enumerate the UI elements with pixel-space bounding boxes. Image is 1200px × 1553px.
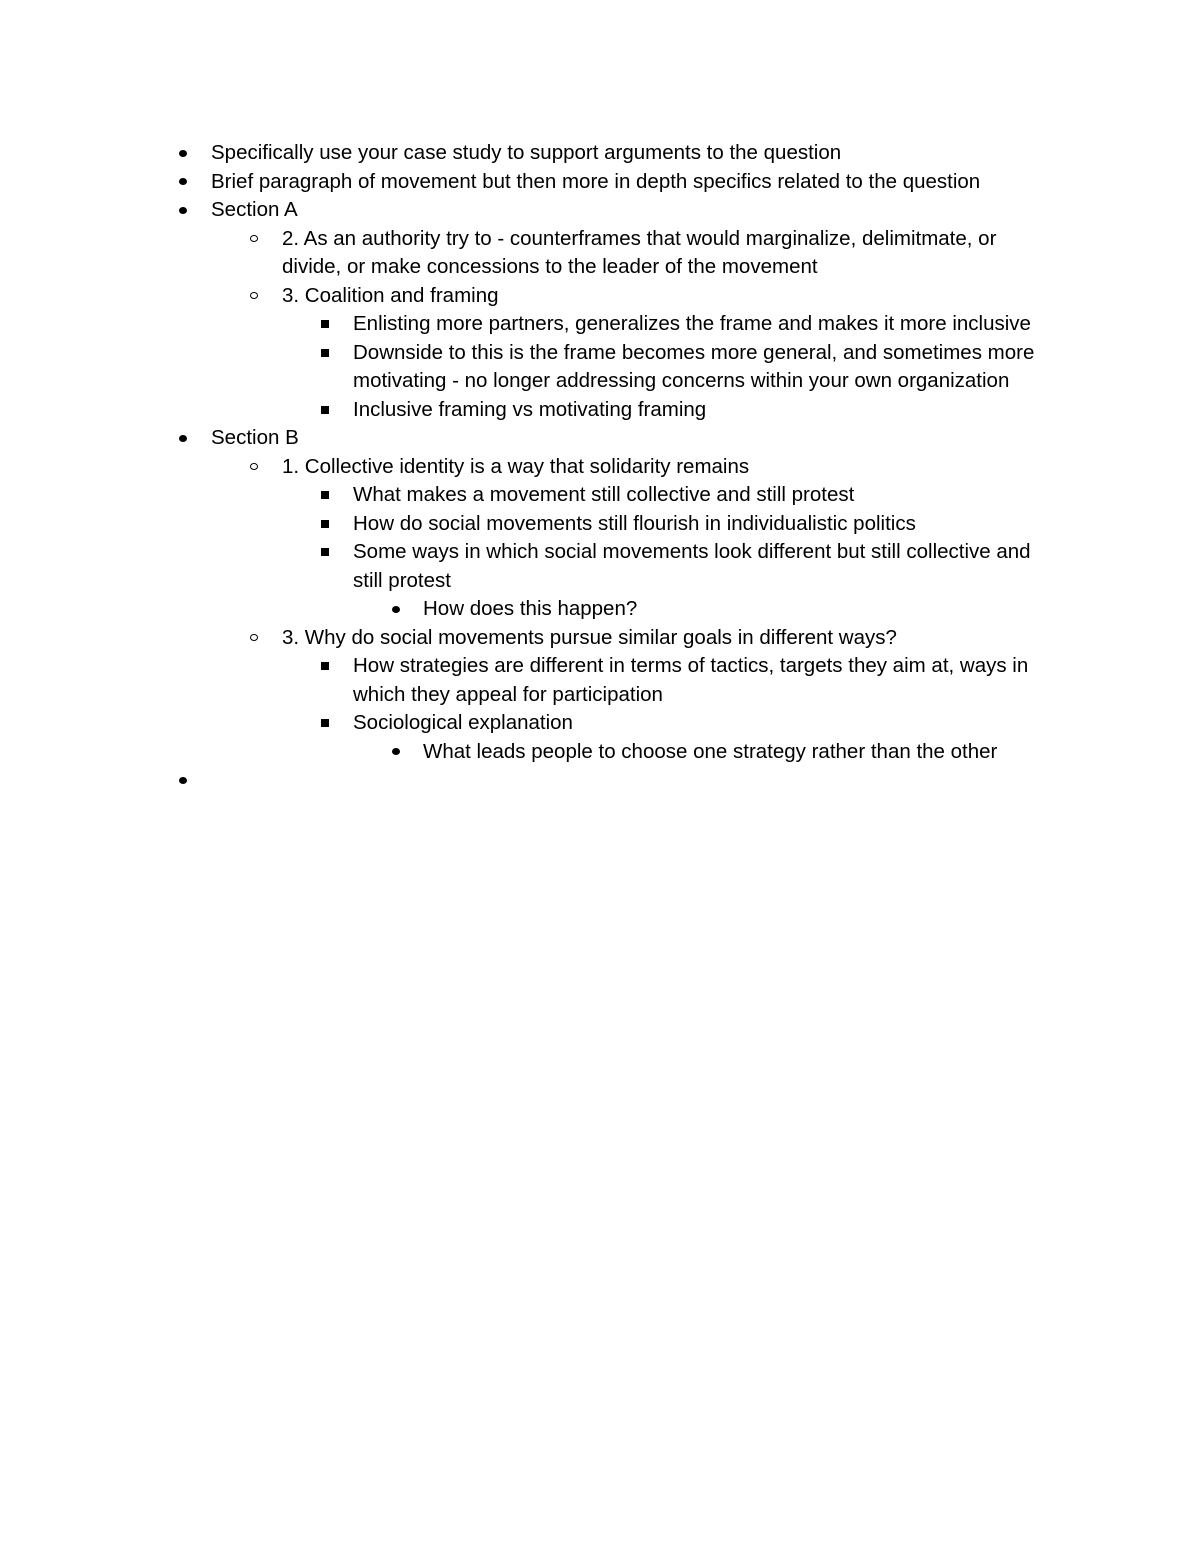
- list-item-text: Downside to this is the frame becomes more general, and sometimes more motivating - no longer addressing concerns within your own organization: [353, 340, 1035, 392]
- list-item-text: Sociological explanation: [353, 711, 573, 734]
- filled-square-icon: [318, 510, 332, 539]
- section-heading: Section B: [211, 426, 299, 449]
- section-heading: Section A: [211, 198, 298, 221]
- list-item-text: How strategies are different in terms of tactics, targets they aim at, ways in which they appeal for participation: [353, 654, 1029, 706]
- list-item: [0, 624, 1051, 653]
- list-item-text: Enlisting more partners, generalizes the frame and makes it more inclusive: [353, 312, 1031, 335]
- hollow-circle-icon: [247, 453, 261, 482]
- list-item-text: What makes a movement still collective and still protest: [353, 483, 855, 506]
- filled-square-icon: [318, 709, 332, 738]
- list-item: [0, 510, 1051, 539]
- hollow-circle-icon: [247, 624, 261, 653]
- list-item: [0, 396, 1051, 425]
- filled-square-icon: [318, 396, 332, 425]
- list-item: [0, 481, 1051, 510]
- list-item: [0, 168, 1051, 197]
- list-item: [0, 652, 1051, 709]
- list-item: [0, 196, 1051, 225]
- list-item: [0, 339, 1051, 396]
- list-item-text: [211, 768, 217, 791]
- list-item-text: 3. Coalition and framing: [282, 283, 499, 307]
- filled-square-icon: [318, 538, 332, 567]
- list-item: [0, 453, 1051, 482]
- hollow-circle-icon: [247, 282, 261, 311]
- list-item: [0, 738, 1051, 767]
- filled-circle-icon: [389, 595, 403, 624]
- filled-circle-icon: [176, 196, 190, 225]
- filled-circle-icon: [176, 766, 190, 795]
- list-item-text: How does this happen?: [423, 597, 638, 620]
- filled-circle-icon: [176, 424, 190, 453]
- filled-square-icon: [318, 339, 332, 368]
- list-item: [0, 595, 1051, 624]
- empty-list-item: [0, 766, 1051, 795]
- list-item-text: Brief paragraph of movement but then more in depth specifics related to the question: [211, 169, 981, 193]
- list-item-text: Inclusive framing vs motivating framing: [353, 397, 707, 421]
- filled-circle-icon: [176, 139, 190, 168]
- filled-square-icon: [318, 652, 332, 681]
- filled-circle-icon: [176, 168, 190, 197]
- filled-circle-icon: [389, 738, 403, 767]
- filled-square-icon: [318, 481, 332, 510]
- list-item-text: 2. As an authority try to - counterframes that would marginalize, delimitmate, or divide, or make concessions to the leader of the movement: [282, 226, 997, 278]
- list-item: [0, 225, 1051, 282]
- list-item: [0, 538, 1051, 595]
- list-item-text: How do social movements still flourish in individualistic politics: [353, 511, 916, 535]
- list-item: [0, 709, 1051, 738]
- filled-square-icon: [318, 310, 332, 339]
- bullet-outline: [0, 139, 1200, 795]
- list-item: [0, 424, 1051, 453]
- list-item: [0, 310, 1051, 339]
- list-item: [0, 139, 1051, 168]
- list-item-text: Some ways in which social movements look different but still collective and still protest: [353, 540, 1031, 592]
- list-item-text: What leads people to choose one strategy rather than the other: [423, 739, 998, 763]
- list-item-text: Specifically use your case study to support arguments to the question: [211, 141, 842, 164]
- list-item-text: 3. Why do social movements pursue similar goals in different ways?: [282, 625, 897, 649]
- list-item: [0, 282, 1051, 311]
- hollow-circle-icon: [247, 225, 261, 254]
- list-item-text: 1. Collective identity is a way that solidarity remains: [282, 454, 750, 478]
